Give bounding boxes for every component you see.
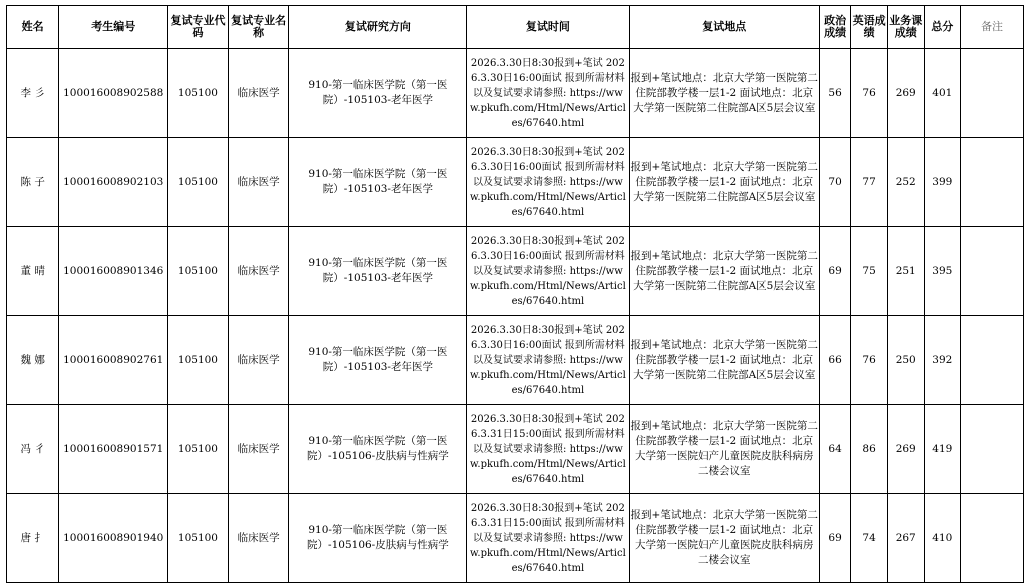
cell-direction: 910-第一临床医学院（第一医院）-105106-皮肤病与性病学 xyxy=(289,494,467,583)
cell-english: 86 xyxy=(851,405,888,494)
cell-english: 76 xyxy=(851,316,888,405)
cell-place: 报到+笔试地点：北京大学第一医院第二住院部教学楼一层1-2 面试地点：北京大学第一医院第二住院部A区5层会议室 xyxy=(629,227,819,316)
cell-major-name: 临床医学 xyxy=(228,227,289,316)
cell-english: 75 xyxy=(851,227,888,316)
cell-time: 2026.3.30日8:30报到+笔试 2026.3.30日16:00面试 报到所需材料以及复试要求请参照: https://www.pkufh.com/Html/News/Articles/67640.html xyxy=(467,227,629,316)
cell-total: 401 xyxy=(924,49,961,138)
cell-specialty: 269 xyxy=(887,49,924,138)
cell-time: 2026.3.30日8:30报到+笔试 2026.3.31日15:00面试 报到所需材料以及复试要求请参照: https://www.pkufh.com/Html/News/Articles/67640.html xyxy=(467,494,629,583)
table-row xyxy=(7,405,1024,494)
cell-politics: 66 xyxy=(819,316,850,405)
cell-major-code: 105100 xyxy=(168,494,229,583)
cell-total: 399 xyxy=(924,138,961,227)
header-place: 复试地点 xyxy=(629,6,819,49)
cell-politics: 69 xyxy=(819,494,850,583)
cell-major-code: 105100 xyxy=(168,49,229,138)
header-english: 英语成绩 xyxy=(851,6,888,49)
header-major-code: 复试专业代码 xyxy=(168,6,229,49)
header-remark: 备注 xyxy=(961,6,1024,49)
cell-specialty: 250 xyxy=(887,316,924,405)
interview-schedule-table xyxy=(6,5,1024,583)
cell-exam-id: 100016008901346 xyxy=(59,227,168,316)
cell-politics: 64 xyxy=(819,405,850,494)
cell-exam-id: 100016008902761 xyxy=(59,316,168,405)
table-row xyxy=(7,494,1024,583)
cell-specialty: 269 xyxy=(887,405,924,494)
cell-specialty: 252 xyxy=(887,138,924,227)
cell-direction: 910-第一临床医学院（第一医院）-105106-皮肤病与性病学 xyxy=(289,405,467,494)
cell-direction: 910-第一临床医学院（第一医院）-105103-老年医学 xyxy=(289,227,467,316)
header-time: 复试时间 xyxy=(467,6,629,49)
cell-specialty: 251 xyxy=(887,227,924,316)
cell-time: 2026.3.30日8:30报到+笔试 2026.3.31日15:00面试 报到所需材料以及复试要求请参照: https://www.pkufh.com/Html/News/Articles/67640.html xyxy=(467,405,629,494)
cell-remark xyxy=(961,227,1024,316)
header-direction: 复试研究方向 xyxy=(289,6,467,49)
cell-politics: 70 xyxy=(819,138,850,227)
cell-place: 报到+笔试地点：北京大学第一医院第二住院部教学楼一层1-2 面试地点：北京大学第一医院妇产儿童医院皮肤科病房二楼会议室 xyxy=(629,494,819,583)
cell-major-code: 105100 xyxy=(168,405,229,494)
cell-name: 董 晴 xyxy=(7,227,59,316)
cell-place: 报到+笔试地点：北京大学第一医院第二住院部教学楼一层1-2 面试地点：北京大学第一医院第二住院部A区5层会议室 xyxy=(629,316,819,405)
cell-exam-id: 100016008901571 xyxy=(59,405,168,494)
cell-place: 报到+笔试地点：北京大学第一医院第二住院部教学楼一层1-2 面试地点：北京大学第一医院第二住院部A区5层会议室 xyxy=(629,49,819,138)
table-row xyxy=(7,227,1024,316)
cell-major-code: 105100 xyxy=(168,227,229,316)
cell-place: 报到+笔试地点：北京大学第一医院第二住院部教学楼一层1-2 面试地点：北京大学第一医院妇产儿童医院皮肤科病房二楼会议室 xyxy=(629,405,819,494)
cell-exam-id: 100016008902588 xyxy=(59,49,168,138)
table-row xyxy=(7,138,1024,227)
cell-politics: 69 xyxy=(819,227,850,316)
cell-major-name: 临床医学 xyxy=(228,405,289,494)
cell-direction: 910-第一临床医学院（第一医院）-105103-老年医学 xyxy=(289,138,467,227)
header-name: 姓名 xyxy=(7,6,59,49)
table-row xyxy=(7,49,1024,138)
table-header xyxy=(7,6,1024,49)
header-exam-id: 考生编号 xyxy=(59,6,168,49)
cell-remark xyxy=(961,138,1024,227)
cell-remark xyxy=(961,405,1024,494)
table-body xyxy=(7,49,1024,583)
cell-english: 74 xyxy=(851,494,888,583)
cell-time: 2026.3.30日8:30报到+笔试 2026.3.30日16:00面试 报到所需材料以及复试要求请参照: https://www.pkufh.com/Html/News/Articles/67640.html xyxy=(467,49,629,138)
cell-remark xyxy=(961,49,1024,138)
cell-major-code: 105100 xyxy=(168,316,229,405)
cell-exam-id: 100016008902103 xyxy=(59,138,168,227)
table-row xyxy=(7,316,1024,405)
cell-time: 2026.3.30日8:30报到+笔试 2026.3.30日16:00面试 报到所需材料以及复试要求请参照: https://www.pkufh.com/Html/News/Articles/67640.html xyxy=(467,316,629,405)
cell-major-name: 临床医学 xyxy=(228,494,289,583)
cell-total: 395 xyxy=(924,227,961,316)
header-politics: 政治成绩 xyxy=(819,6,850,49)
cell-english: 76 xyxy=(851,49,888,138)
header-specialty: 业务课成绩 xyxy=(887,6,924,49)
cell-name: 唐 扌 xyxy=(7,494,59,583)
cell-place: 报到+笔试地点：北京大学第一医院第二住院部教学楼一层1-2 面试地点：北京大学第一医院第二住院部A区5层会议室 xyxy=(629,138,819,227)
header-total: 总分 xyxy=(924,6,961,49)
cell-major-code: 105100 xyxy=(168,138,229,227)
cell-specialty: 267 xyxy=(887,494,924,583)
header-major-name: 复试专业名称 xyxy=(228,6,289,49)
cell-direction: 910-第一临床医学院（第一医院）-105103-老年医学 xyxy=(289,316,467,405)
cell-name: 魏 娜 xyxy=(7,316,59,405)
cell-major-name: 临床医学 xyxy=(228,316,289,405)
cell-remark xyxy=(961,494,1024,583)
cell-major-name: 临床医学 xyxy=(228,49,289,138)
header-row xyxy=(7,6,1024,49)
cell-remark xyxy=(961,316,1024,405)
cell-major-name: 临床医学 xyxy=(228,138,289,227)
cell-time: 2026.3.30日8:30报到+笔试 2026.3.30日16:00面试 报到所需材料以及复试要求请参照: https://www.pkufh.com/Html/News/Articles/67640.html xyxy=(467,138,629,227)
cell-name: 李 彡 xyxy=(7,49,59,138)
cell-name: 冯 彳 xyxy=(7,405,59,494)
cell-politics: 56 xyxy=(819,49,850,138)
cell-name: 陈 子 xyxy=(7,138,59,227)
cell-total: 392 xyxy=(924,316,961,405)
cell-direction: 910-第一临床医学院（第一医院）-105103-老年医学 xyxy=(289,49,467,138)
cell-total: 419 xyxy=(924,405,961,494)
cell-english: 77 xyxy=(851,138,888,227)
cell-exam-id: 100016008901940 xyxy=(59,494,168,583)
cell-total: 410 xyxy=(924,494,961,583)
